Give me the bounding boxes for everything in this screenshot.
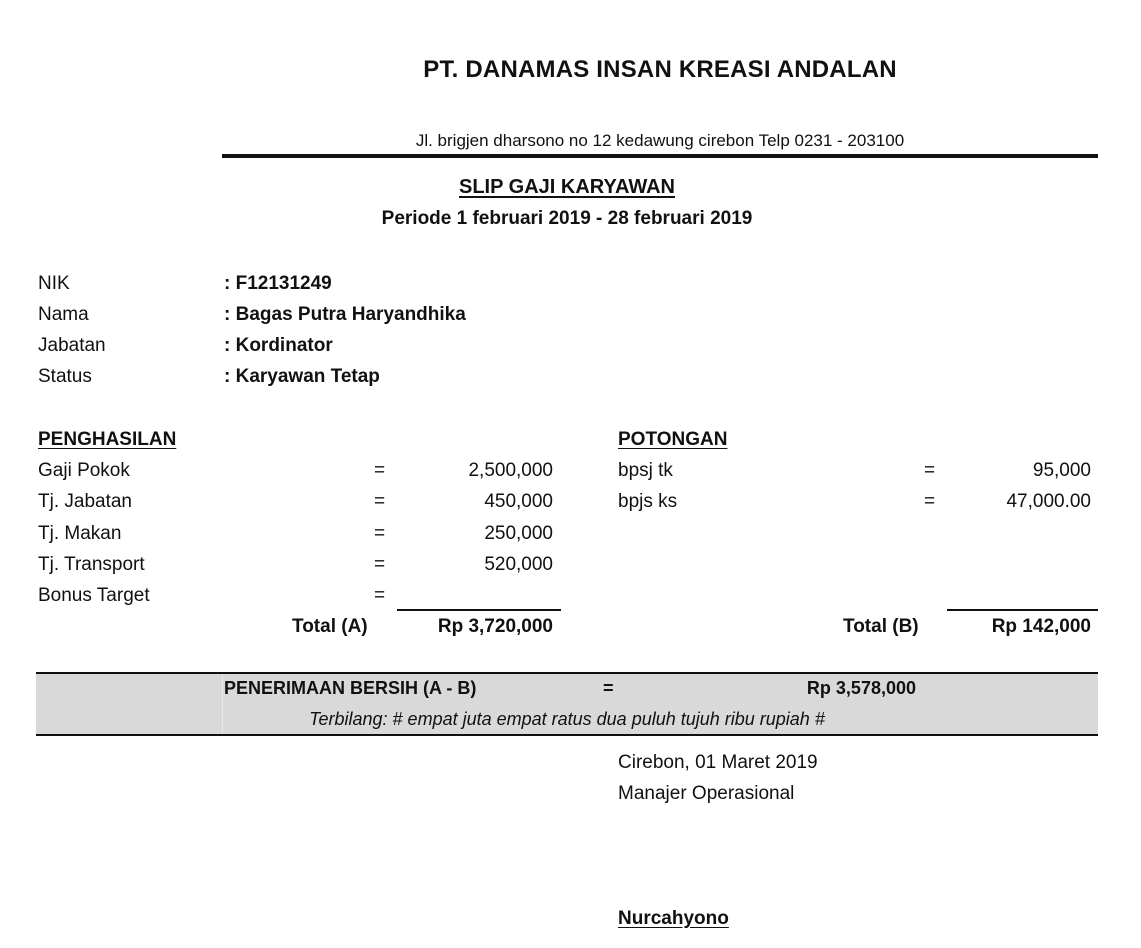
terbilang-text: Terbilang: # empat juta empat ratus dua puluh tujuh ribu rupiah # [309,709,825,729]
income-total-label: Total (A) [292,616,368,637]
net-pay-eq: = [603,678,614,698]
signature-position: Manajer Operasional [618,783,795,804]
deductions-total-amount: Rp 142,000 [991,616,1091,637]
header-divider [222,154,1098,158]
income-sum-rule [397,609,561,611]
income-item-eq: = [374,554,386,575]
income-item-label: Tj. Makan [38,523,122,544]
deduction-item-label: bpjs ks [618,491,678,512]
income-item-amount: 520,000 [484,554,553,575]
nama-value: : Bagas Putra Haryandhika [224,304,466,325]
deductions-total-label: Total (B) [843,616,919,637]
jabatan-value: : Kordinator [224,335,333,356]
income-item-amount: 250,000 [484,523,553,544]
signature-name: Nurcahyono [618,908,729,929]
income-item-amount: 2,500,000 [468,460,553,481]
jabatan-label: Jabatan [38,335,106,356]
deduction-item-amount: 95,000 [1032,460,1091,481]
income-item-label: Bonus Target [38,585,150,606]
net-pay-amount: Rp 3,578,000 [806,678,916,698]
signature-place-date: Cirebon, 01 Maret 2019 [618,752,818,773]
deduction-item-eq: = [924,460,936,481]
income-item-eq: = [374,491,386,512]
company-address: Jl. brigjen dharsono no 12 kedawung cirebon Telp 0231 - 203100 [415,131,905,150]
company-name: PT. DANAMAS INSAN KREASI ANDALAN [423,56,897,83]
slip-title: SLIP GAJI KARYAWAN [459,176,675,198]
income-item-eq: = [374,460,386,481]
deductions-title: POTONGAN [618,429,728,450]
income-title: PENGHASILAN [38,429,177,450]
nik-value: : F12131249 [224,273,332,294]
income-item-eq: = [374,585,386,606]
nik-label: NIK [38,273,70,294]
status-value: : Karyawan Tetap [224,366,380,387]
net-pay-row [36,672,1098,707]
nama-label: Nama [38,304,89,325]
deduction-item-eq: = [924,491,936,512]
income-item-label: Tj. Transport [38,554,145,575]
deductions-sum-rule [947,609,1098,611]
slip-period: Periode 1 februari 2019 - 28 februari 2019 [381,208,753,229]
income-item-eq: = [374,523,386,544]
income-item-label: Gaji Pokok [38,460,130,481]
income-item-label: Tj. Jabatan [38,491,132,512]
net-pay-label: PENERIMAAN BERSIH (A - B) [224,678,477,698]
deduction-item-amount: 47,000.00 [1006,491,1091,512]
status-label: Status [38,366,92,387]
income-item-amount: 450,000 [484,491,553,512]
deduction-item-label: bpsj tk [618,460,673,481]
income-total-amount: Rp 3,720,000 [437,616,553,637]
